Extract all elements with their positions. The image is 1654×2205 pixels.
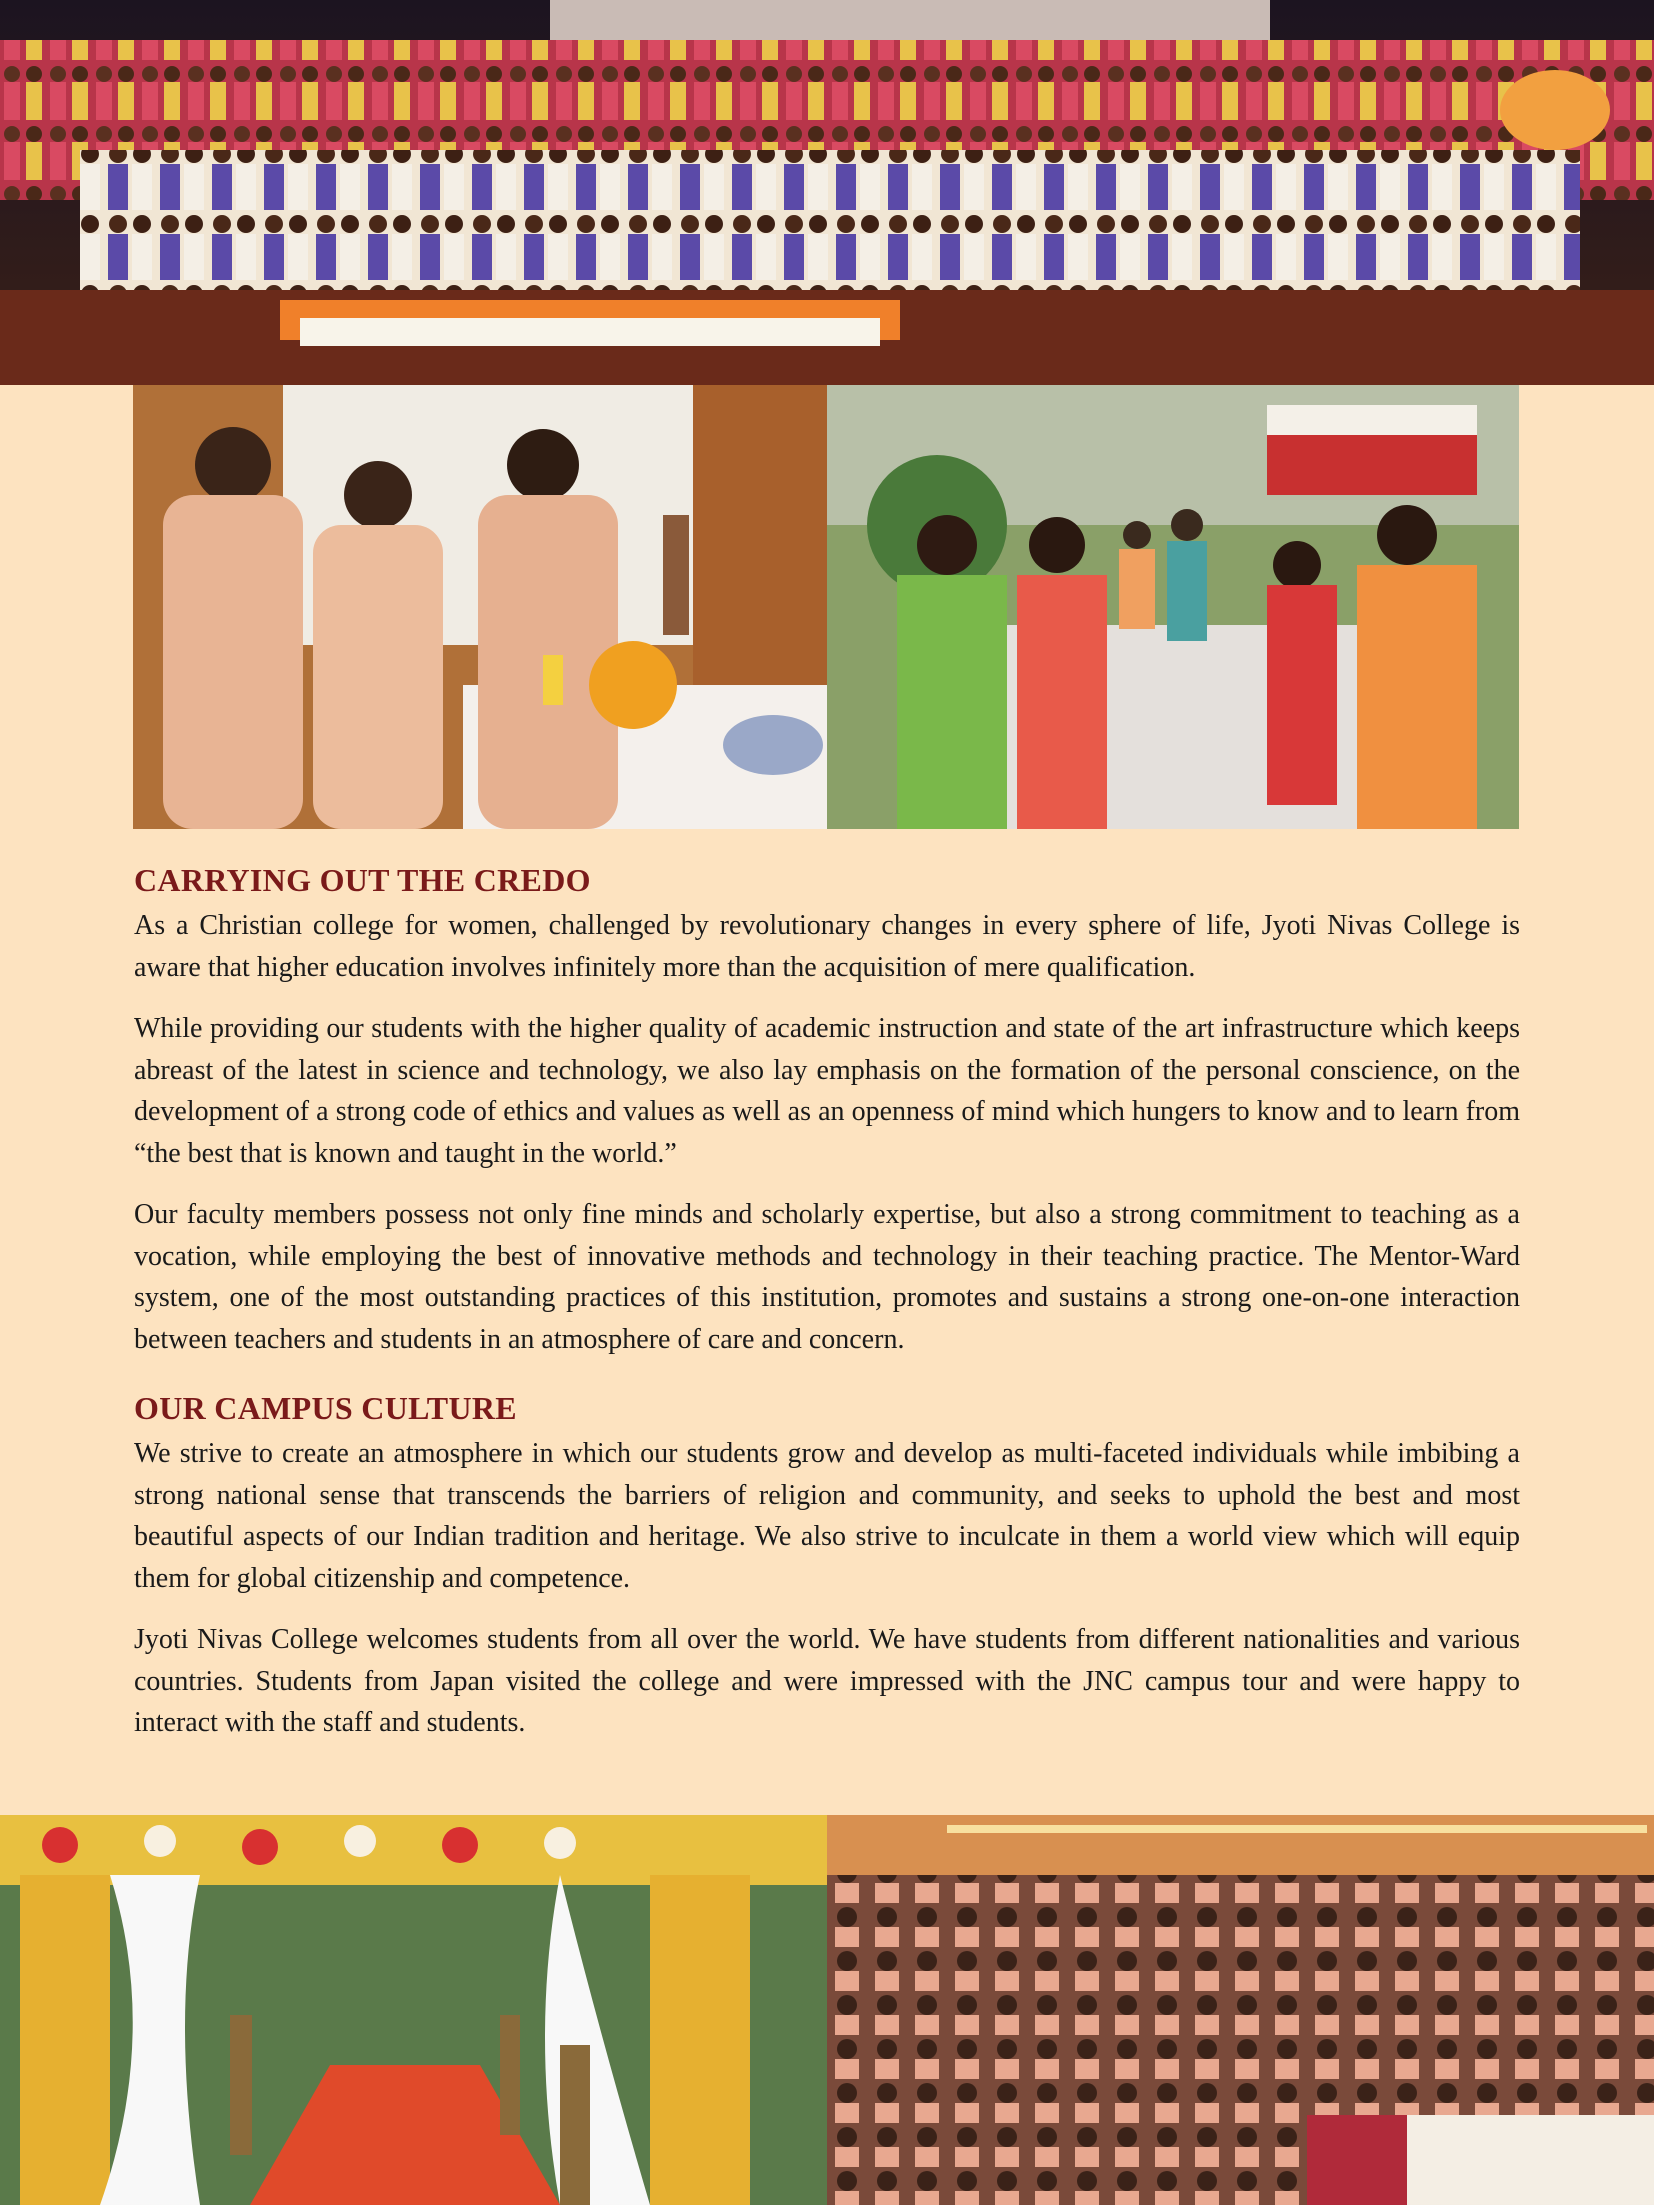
hero-photo [0, 0, 1654, 385]
procession-photo [827, 385, 1519, 829]
credo-paragraph-3: Our faculty members possess not only fine minds and scholarly expertise, but also a strong commitment to teaching as a vocation, while employing the best of innovative methods and technology in their teaching practice. The Mentor-Ward system, one of the most outstanding practices of this institution, promotes and sustains a strong one-on-one interaction between teachers and students in an atmosphere of care and concern. [134, 1199, 1520, 1355]
culture-paragraph-1: We strive to create an atmosphere in which our students grow and develop as multi-faceted individuals while imbibing a strong national sense that transcends the barriers of religion and community, and seeks to uphold the best and most beautiful aspects of our Indian tradition and heritage. We also strive to inculcate in them a world view which will equip them for global citizenship and competence. [134, 1438, 1520, 1594]
article-content [134, 862, 1520, 1764]
section-heading-campus-culture: OUR CAMPUS CULTURE [134, 1390, 517, 1426]
decorated-gate-photo [0, 1815, 827, 2205]
credo-paragraph-2: While providing our students with the higher quality of academic instruction and state of the art infrastructure which keeps abreast of the latest in science and technology, we also lay emphasis on the formation of the personal conscience, on the development of a strong code of ethics and values as well as an openness of mind which hungers to know and to learn from “the best that is known and taught in the world.” [134, 1013, 1520, 1169]
culture-paragraph-2: Jyoti Nivas College welcomes students from all over the world. We have students from different nationalities and various countries. Students from Japan visited the college and were impressed with the JNC campus tour and were happy to interact with the staff and students. [134, 1624, 1520, 1738]
section-heading-credo: CARRYING OUT THE CREDO [134, 862, 591, 898]
auditorium-audience-photo [827, 1815, 1654, 2205]
lamp-lighting-photo [133, 385, 827, 829]
credo-paragraph-1: As a Christian college for women, challenged by revolutionary changes in every sphere of life, Jyoti Nivas College is aware that higher education involves infinitely more than the acquisition of mere qualification. [134, 910, 1520, 983]
